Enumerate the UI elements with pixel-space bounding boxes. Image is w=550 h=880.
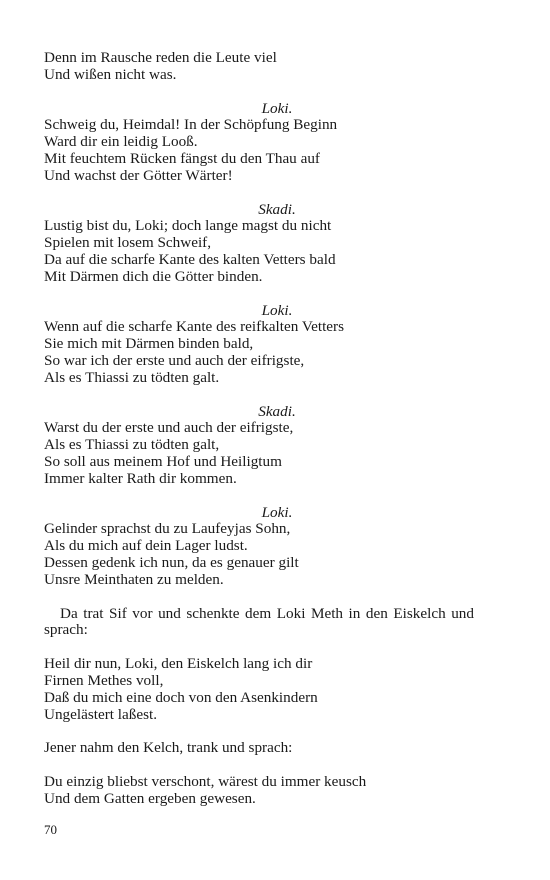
verse-line: Unsre Meinthaten zu melden. bbox=[44, 570, 224, 588]
verse-block-4 bbox=[44, 404, 474, 488]
verse-line: Ungelästert laßest. bbox=[44, 705, 158, 723]
verse-line: Als du mich auf dein Lager ludst. bbox=[44, 537, 248, 555]
verse-line: Und dem Gatten ergeben gewesen. bbox=[44, 789, 256, 807]
verse-line: Immer kalter Rath dir kommen. bbox=[44, 469, 237, 487]
verse-block-0 bbox=[44, 50, 474, 84]
verse-line: Und wachst der Götter Wärter! bbox=[44, 166, 233, 184]
verse-line: Daß du mich eine doch von den Asenkindern bbox=[44, 688, 318, 706]
verse-line: Dessen gedenk ich nun, da es genauer gilt bbox=[44, 553, 299, 571]
verse-line: Gelinder sprachst du zu Laufeyjas Sohn, bbox=[44, 520, 291, 538]
verse-line: Mit feuchtem Rücken fängst du den Thau auf bbox=[44, 149, 320, 167]
speaker-name: Loki. bbox=[261, 301, 293, 319]
verse-line: Warst du der erste und auch der eifrigste, bbox=[44, 419, 294, 437]
prose-paragraph: Da trat Sif vor und schenkte dem Loki Meth in den Eiskelch und sprach: bbox=[44, 604, 474, 639]
prose-paragraph: Jener nahm den Kelch, trank und sprach: bbox=[44, 739, 293, 757]
verse-line: Du einzig bliebst verschont, wärest du immer keusch bbox=[44, 773, 367, 791]
speaker-name: Skadi. bbox=[258, 200, 296, 218]
verse-line: Spielen mit losem Schweif, bbox=[44, 234, 212, 252]
speaker-name: Skadi. bbox=[258, 402, 296, 420]
page-body bbox=[44, 50, 474, 808]
verse-block-3 bbox=[44, 303, 474, 387]
verse-line: Als es Thiassi zu tödten galt, bbox=[44, 436, 220, 454]
verse-line: Und wißen nicht was. bbox=[44, 65, 177, 83]
speaker-name: Loki. bbox=[261, 99, 293, 117]
verse-line: Schweig du, Heimdal! In der Schöpfung Beginn bbox=[44, 116, 338, 134]
speaker-name: Loki. bbox=[261, 503, 293, 521]
verse-line: Mit Därmen dich die Götter binden. bbox=[44, 267, 263, 285]
verse-line: Da auf die scharfe Kante des kalten Vetters bald bbox=[44, 250, 336, 268]
verse-line: Wenn auf die scharfe Kante des reifkalten Vetters bbox=[44, 318, 345, 336]
verse-line: Heil dir nun, Loki, den Eiskelch lang ich dir bbox=[44, 655, 313, 673]
verse-line: So war ich der erste und auch der eifrigste, bbox=[44, 351, 305, 369]
verse-block-1 bbox=[44, 101, 474, 185]
verse-block-5 bbox=[44, 505, 474, 589]
verse-block-7 bbox=[44, 774, 474, 808]
verse-line: Als es Thiassi zu tödten galt. bbox=[44, 368, 220, 386]
verse-line: Lustig bist du, Loki; doch lange magst du nicht bbox=[44, 217, 332, 235]
verse-block-2 bbox=[44, 202, 474, 286]
verse-line: Denn im Rausche reden die Leute viel bbox=[44, 49, 277, 66]
verse-block-6 bbox=[44, 656, 474, 723]
verse-line: So soll aus meinem Hof und Heiligtum bbox=[44, 452, 282, 470]
page-number: 70 bbox=[44, 822, 57, 837]
verse-line: Firnen Methes voll, bbox=[44, 671, 164, 689]
verse-line: Ward dir ein leidig Looß. bbox=[44, 133, 198, 151]
verse-line: Sie mich mit Därmen binden bald, bbox=[44, 335, 254, 353]
